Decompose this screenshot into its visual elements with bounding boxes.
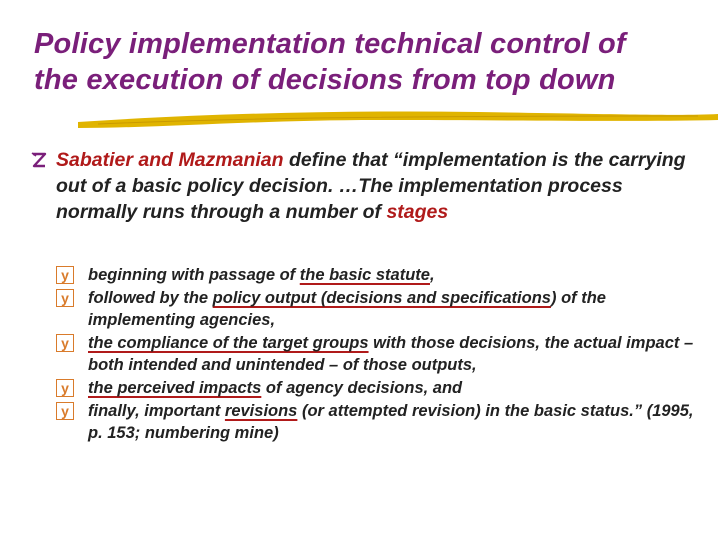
y-bullet-icon: y: [56, 289, 74, 307]
main-text-a: define that “implementation is the carrying out of a basic policy decision. …The implementation process normally runs through a number of: [56, 149, 686, 223]
y-bullet-icon: y: [56, 334, 74, 352]
slide-title: [34, 26, 704, 98]
list-item: [56, 400, 696, 444]
y-bullet-icon: y: [56, 402, 74, 420]
y-bullet-icon: y: [56, 266, 74, 284]
item-text: followed by the: [88, 289, 213, 307]
main-point: [30, 147, 690, 225]
item-underlined: revisions: [224, 402, 298, 420]
title-line-1: Policy implementation technical control of: [34, 28, 626, 60]
item-text: finally, important: [88, 402, 225, 420]
authors: Sabatier and Mazmanian: [56, 149, 284, 171]
list-item: [56, 332, 696, 376]
z-bullet-icon: [30, 150, 48, 170]
stage-list: [56, 264, 696, 445]
item-text: of agency decisions, and: [261, 379, 463, 397]
item-underlined: policy output (decisions and specifications: [212, 289, 551, 307]
item-text: (or attempted revision) in the basic status.” (1995, p. 153; numbering mine): [88, 402, 694, 442]
item-underlined: the compliance of the target groups: [88, 334, 369, 352]
list-item: [56, 264, 696, 286]
list-item: [56, 377, 696, 399]
main-text: [56, 147, 690, 225]
title-rule: [78, 104, 718, 134]
title-line-2: the execution of decisions from top down: [34, 64, 616, 96]
item-underlined: the perceived impacts: [88, 379, 262, 397]
item-text: ) of the implementing agencies,: [88, 289, 606, 329]
item-text: with those decisions, the actual impact – both intended and unintended – of those outputs,: [88, 334, 694, 374]
item-text: beginning with passage of: [88, 266, 300, 284]
item-underlined: the basic statute: [299, 266, 430, 284]
y-bullet-icon: y: [56, 379, 74, 397]
item-text: ,: [429, 266, 435, 284]
list-item: [56, 287, 696, 331]
stages: stages: [386, 201, 449, 223]
